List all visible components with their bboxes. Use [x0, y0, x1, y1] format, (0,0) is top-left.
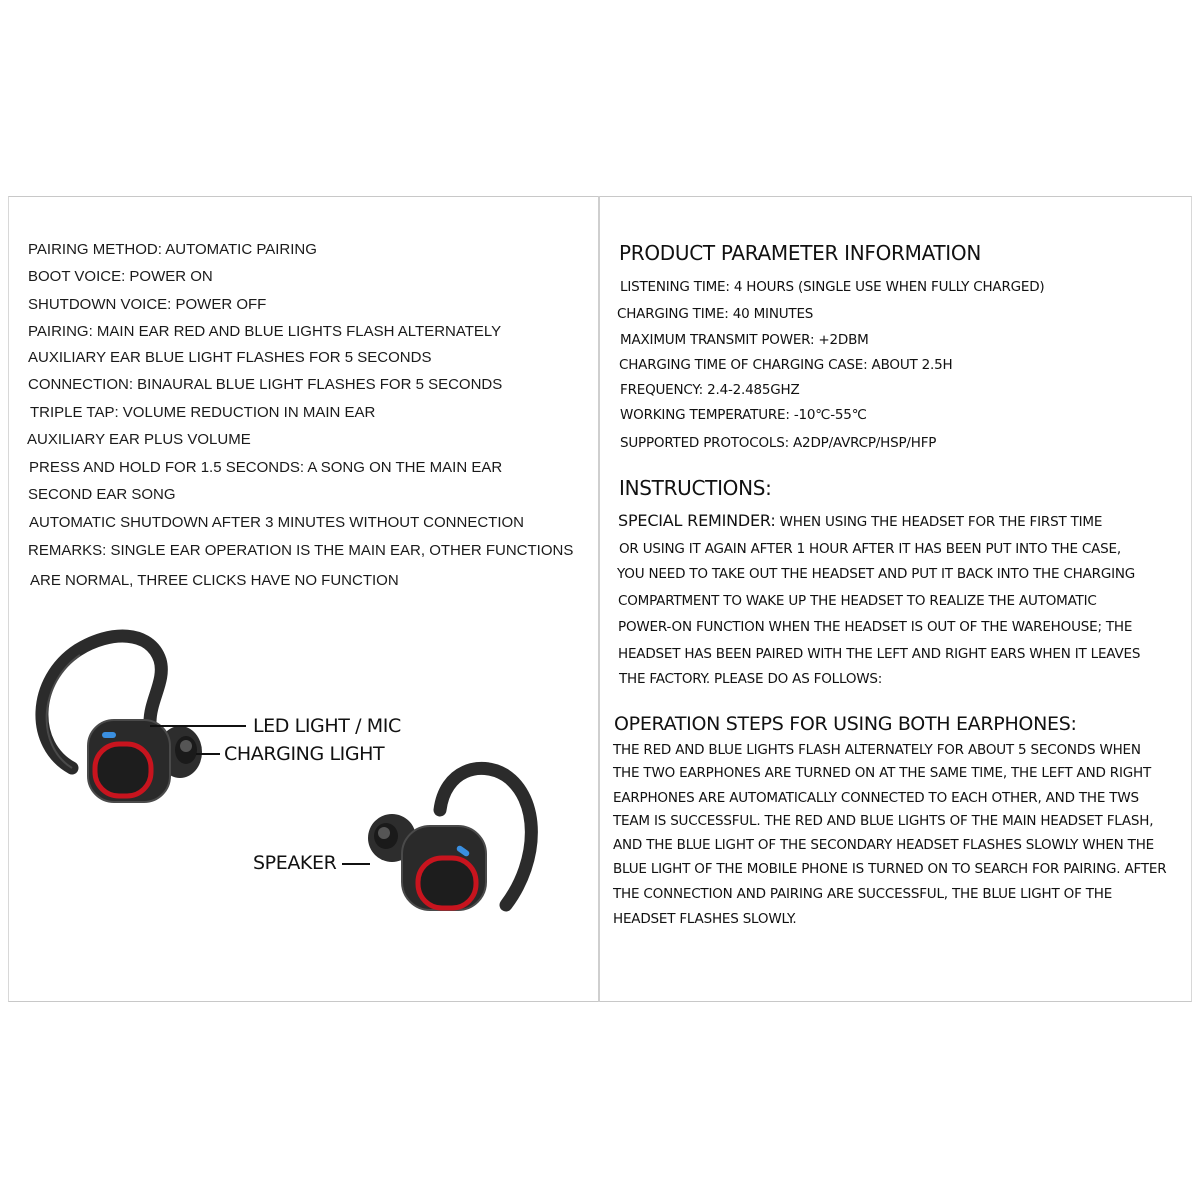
steps-line: THE TWO EARPHONES ARE TURNED ON AT THE SAME TIME, THE LEFT AND RIGHT	[613, 765, 1151, 781]
spec-line: PAIRING METHOD: AUTOMATIC PAIRING	[28, 241, 317, 258]
param-line: MAXIMUM TRANSMIT POWER: +2DBM	[620, 332, 869, 348]
reminder-line: THE FACTORY. PLEASE DO AS FOLLOWS:	[619, 671, 883, 687]
param-line: FREQUENCY: 2.4-2.485GHZ	[620, 382, 800, 398]
steps-title: OPERATION STEPS FOR USING BOTH EARPHONES:	[614, 713, 1077, 735]
spec-line: TRIPLE TAP: VOLUME REDUCTION IN MAIN EAR	[30, 404, 376, 421]
spec-line: BOOT VOICE: POWER ON	[28, 268, 213, 285]
param-line: CHARGING TIME OF CHARGING CASE: ABOUT 2.5H	[619, 357, 953, 373]
reminder-line	[618, 512, 1102, 531]
steps-line: EARPHONES ARE AUTOMATICALLY CONNECTED TO EACH OTHER, AND THE TWS	[613, 790, 1139, 806]
param-line: WORKING TEMPERATURE: -10℃-55℃	[620, 407, 867, 423]
param-line: LISTENING TIME: 4 HOURS (SINGLE USE WHEN FULLY CHARGED)	[620, 279, 1045, 295]
steps-line: TEAM IS SUCCESSFUL. THE RED AND BLUE LIGHTS OF THE MAIN HEADSET FLASH,	[613, 813, 1154, 829]
spec-line: AUXILIARY EAR PLUS VOLUME	[27, 431, 251, 448]
steps-line: THE CONNECTION AND PAIRING ARE SUCCESSFUL, THE BLUE LIGHT OF THE	[613, 886, 1113, 902]
steps-line: HEADSET FLASHES SLOWLY.	[613, 911, 797, 927]
reminder-line: OR USING IT AGAIN AFTER 1 HOUR AFTER IT HAS BEEN PUT INTO THE CASE,	[619, 541, 1121, 557]
steps-line: BLUE LIGHT OF THE MOBILE PHONE IS TURNED ON TO SEARCH FOR PAIRING. AFTER	[613, 861, 1167, 877]
steps-line: AND THE BLUE LIGHT OF THE SECONDARY HEADSET FLASHES SLOWLY WHEN THE	[613, 837, 1154, 853]
speaker-label: SPEAKER	[253, 852, 337, 874]
steps-line: THE RED AND BLUE LIGHTS FLASH ALTERNATELY FOR ABOUT 5 SECONDS WHEN	[613, 742, 1141, 758]
spec-line: REMARKS: SINGLE EAR OPERATION IS THE MAIN EAR, OTHER FUNCTIONS	[28, 542, 574, 559]
reminder-line: YOU NEED TO TAKE OUT THE HEADSET AND PUT IT BACK INTO THE CHARGING	[617, 566, 1136, 582]
charging-light-label: CHARGING LIGHT	[224, 743, 385, 765]
reminder-text: WHEN USING THE HEADSET FOR THE FIRST TIME	[779, 514, 1103, 530]
spec-line: AUXILIARY EAR BLUE LIGHT FLASHES FOR 5 SECONDS	[28, 349, 432, 366]
spec-line: AUTOMATIC SHUTDOWN AFTER 3 MINUTES WITHOUT CONNECTION	[29, 514, 524, 531]
param-line: SUPPORTED PROTOCOLS: A2DP/AVRCP/HSP/HFP	[620, 435, 937, 451]
reminder-line: POWER-ON FUNCTION WHEN THE HEADSET IS OUT OF THE WAREHOUSE; THE	[618, 619, 1133, 635]
param-title: PRODUCT PARAMETER INFORMATION	[619, 241, 982, 265]
param-line: CHARGING TIME: 40 MINUTES	[617, 306, 814, 322]
spec-line: SHUTDOWN VOICE: POWER OFF	[28, 296, 267, 313]
special-reminder-label: SPECIAL REMINDER:	[618, 511, 776, 530]
led-light-mic-label: LED LIGHT / MIC	[253, 715, 401, 737]
instructions-title: INSTRUCTIONS:	[619, 476, 772, 500]
spec-line: ARE NORMAL, THREE CLICKS HAVE NO FUNCTION	[30, 572, 399, 589]
main-earphone-image	[42, 636, 202, 802]
reminder-line: COMPARTMENT TO WAKE UP THE HEADSET TO REALIZE THE AUTOMATIC	[618, 593, 1097, 609]
secondary-earphone-image	[368, 768, 531, 910]
spec-line: PRESS AND HOLD FOR 1.5 SECONDS: A SONG ON THE MAIN EAR	[29, 459, 503, 476]
reminder-line: HEADSET HAS BEEN PAIRED WITH THE LEFT AND RIGHT EARS WHEN IT LEAVES	[618, 646, 1141, 662]
spec-line: PAIRING: MAIN EAR RED AND BLUE LIGHTS FLASH ALTERNATELY	[28, 323, 502, 340]
spec-line: CONNECTION: BINAURAL BLUE LIGHT FLASHES FOR 5 SECONDS	[28, 376, 503, 393]
spec-line: SECOND EAR SONG	[28, 486, 176, 503]
